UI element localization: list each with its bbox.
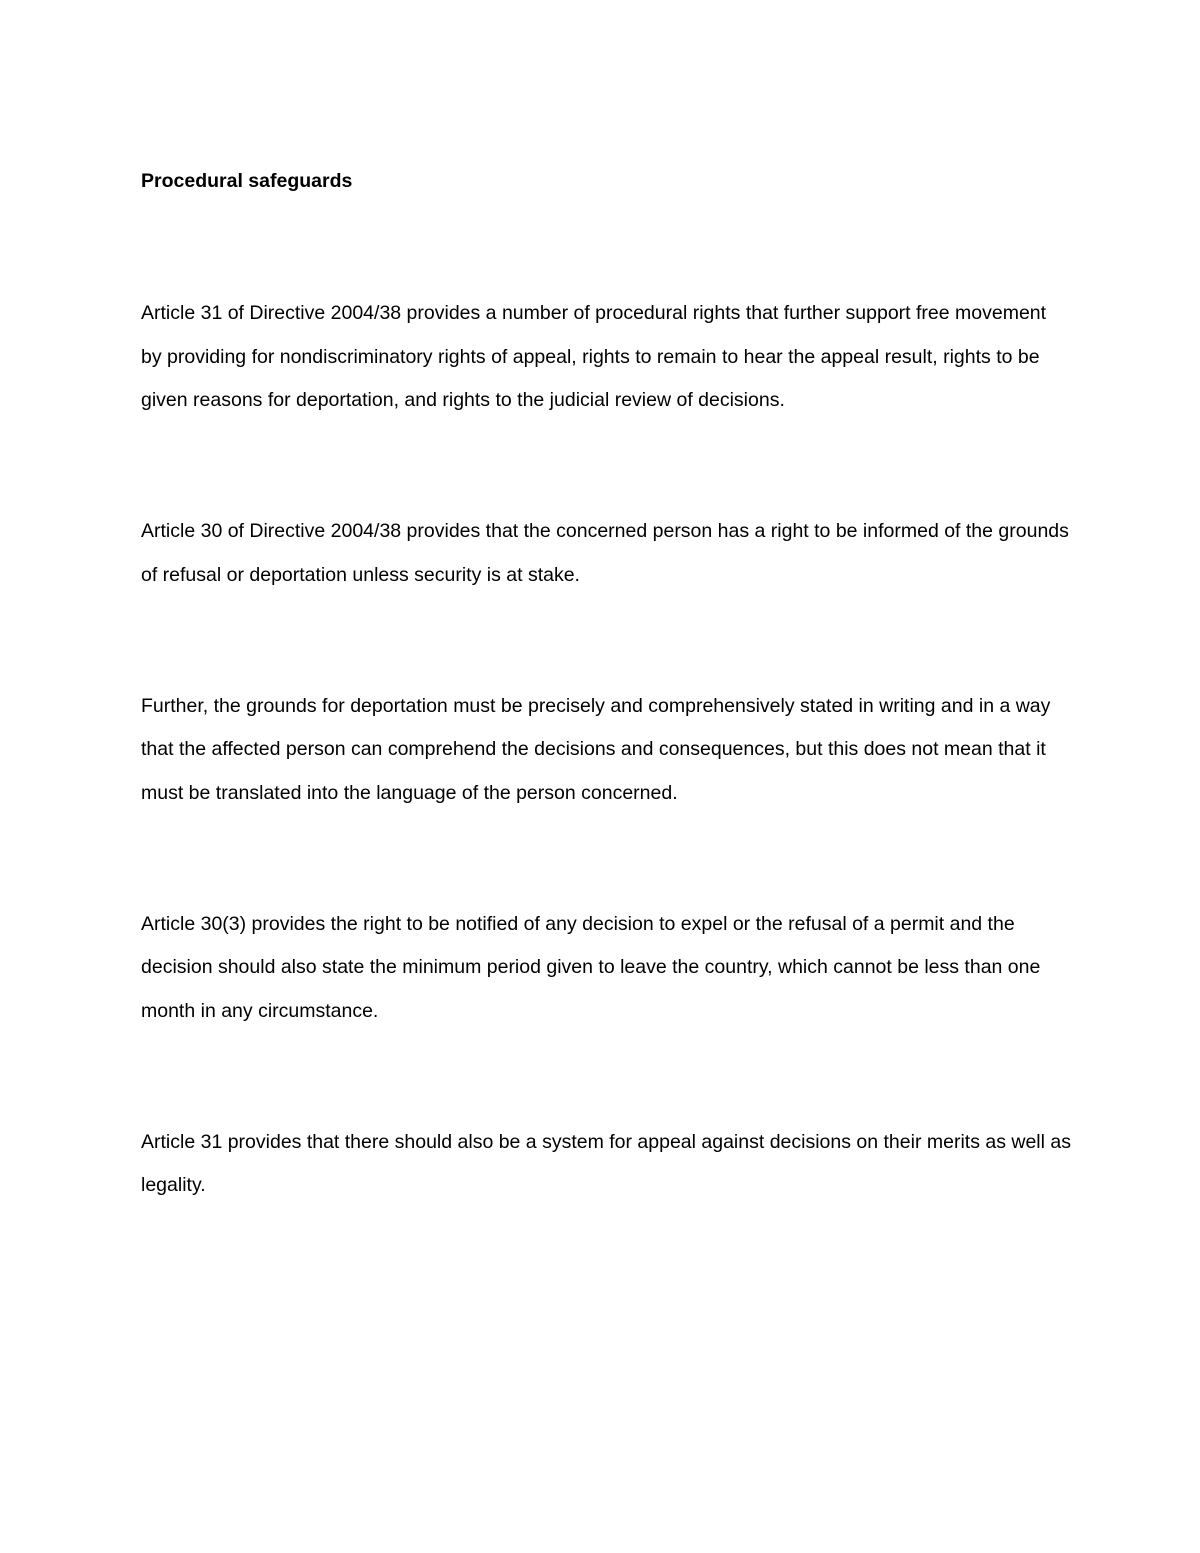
paragraph-grounds-in-writing: Further, the grounds for deportation must be precisely and comprehensively stated in writing and in a way that the affected person can comprehend the decisions and consequences, but this does not mean that it must be translated into the language of the person concerned.: [141, 694, 1051, 804]
paragraph-article-30-3-notified: Article 30(3) provides the right to be notified of any decision to expel or the refusal of a permit and the decision should also state the minimum period given to leave the country, which cannot be less than one month in any circumstance.: [141, 912, 1041, 1023]
paragraph-article-31-appeal-system: Article 31 provides that there should also be a system for appeal against decisions on their merits as well as legality.: [141, 1130, 1071, 1197]
paragraph-article-30-informed: Article 30 of Directive 2004/38 provides that the concerned person has a right to be informed of the grounds of refusal or deportation unless security is at stake.: [141, 520, 1069, 586]
section-heading: Procedural safeguards: [141, 170, 353, 192]
paragraph-article-31-rights: Article 31 of Directive 2004/38 provides a number of procedural rights that further support free movement by providing for nondiscriminatory rights of appeal, rights to remain to hear the appeal result, rights to be given reasons for deportation, and rights to the judicial review of decisions.: [141, 302, 1047, 412]
document-body: [141, 164, 1071, 1208]
